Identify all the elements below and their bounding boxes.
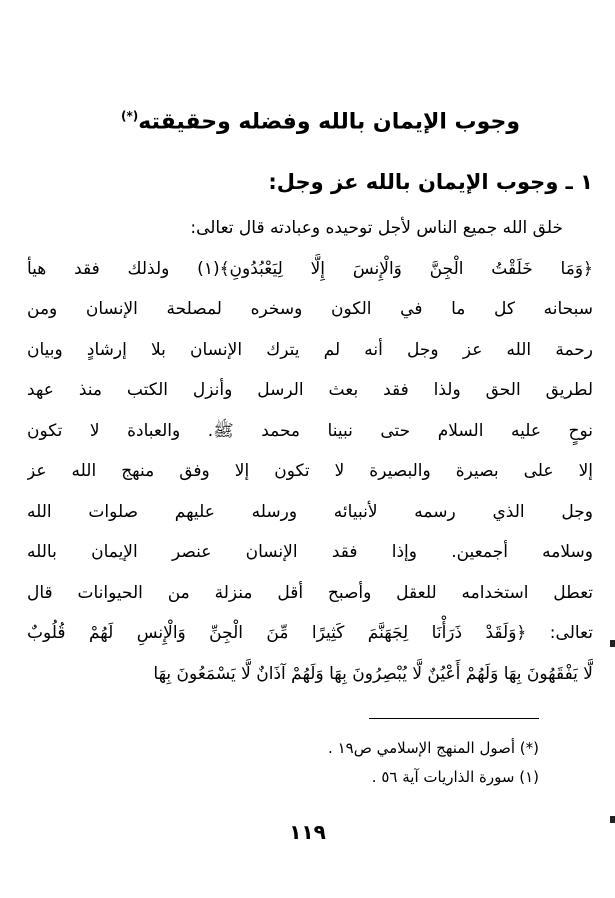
footnotes [59,734,539,792]
body-line: لَّا يَفْقَهُونَ بِهَا وَلَهُمْ أَعْيُنٌ لَّا يُبْصِرُونَ بِهَا وَلَهُمْ آذَانٌ لَّا يَسْمَعُونَ بِهَا [153,663,593,684]
footnote-item: (١) سورة الذاريات آية ٥٦ . [371,768,539,786]
body-line: لطريق الحق ولذا فقد بعث الرسل وأنزل الكتب منذ عهد [27,380,593,400]
footnote-item: (*) أصول المنهج الإسلامي ص١٩ . [328,739,539,757]
body-line: نوحٍ عليه السلام حتى نبينا محمد ﷺ. والعبادة لا تكون [27,420,593,441]
page-number: ١١٩ [289,820,326,844]
scan-edge-mark [610,640,615,647]
chapter-title-text: وجوب الإيمان بالله وفضله وحقيقته [138,109,520,135]
body-line: خلق الله جميع الناس لأجل توحيده وعبادته قال تعالى: [190,218,563,238]
body-line: رحمة الله عز وجل أنه لم يترك الإنسان بلا إرشادٍ وبيان [27,339,593,360]
footnote-divider [369,718,539,719]
body-line: ﴿وَمَا خَلَقْتُ الْجِنَّ وَالْإِنسَ إِلَّا لِيَعْبُدُونِ﴾(١) ولذلك فقد هيأ [27,258,593,279]
body-line: وجل الذي رسمه لأنبيائه ورسله عليهم صلوات الله [27,501,593,522]
body-line: إلا على بصيرة والبصيرة لا تكون إلا وفق منهج الله عز [27,461,593,481]
chapter-title [121,96,520,142]
chapter-title-marker: (*) [121,109,139,123]
body-paragraph [27,208,593,694]
scan-edge-mark [610,816,615,823]
section-heading: ١ ـ وجوب الإيمان بالله عز وجل: [268,170,593,194]
body-line: وسلامه أجمعين. وإذا فقد الإنسان عنصر الإيمان بالله [27,542,593,562]
body-line: تعطل استخدامه للعقل وأصبح أقل منزلة من الحيوانات قال [27,582,593,603]
body-line: سبحانه كل ما في الكون وسخره لمصلحة الإنسان ومن [27,299,593,319]
body-line: تعالى: ﴿وَلَقَدْ ذَرَأْنَا لِجَهَنَّمَ كَثِيرًا مِّنَ الْجِنِّ وَالْإِنسِ لَهُمْ قُلُوبٌ [27,623,593,643]
